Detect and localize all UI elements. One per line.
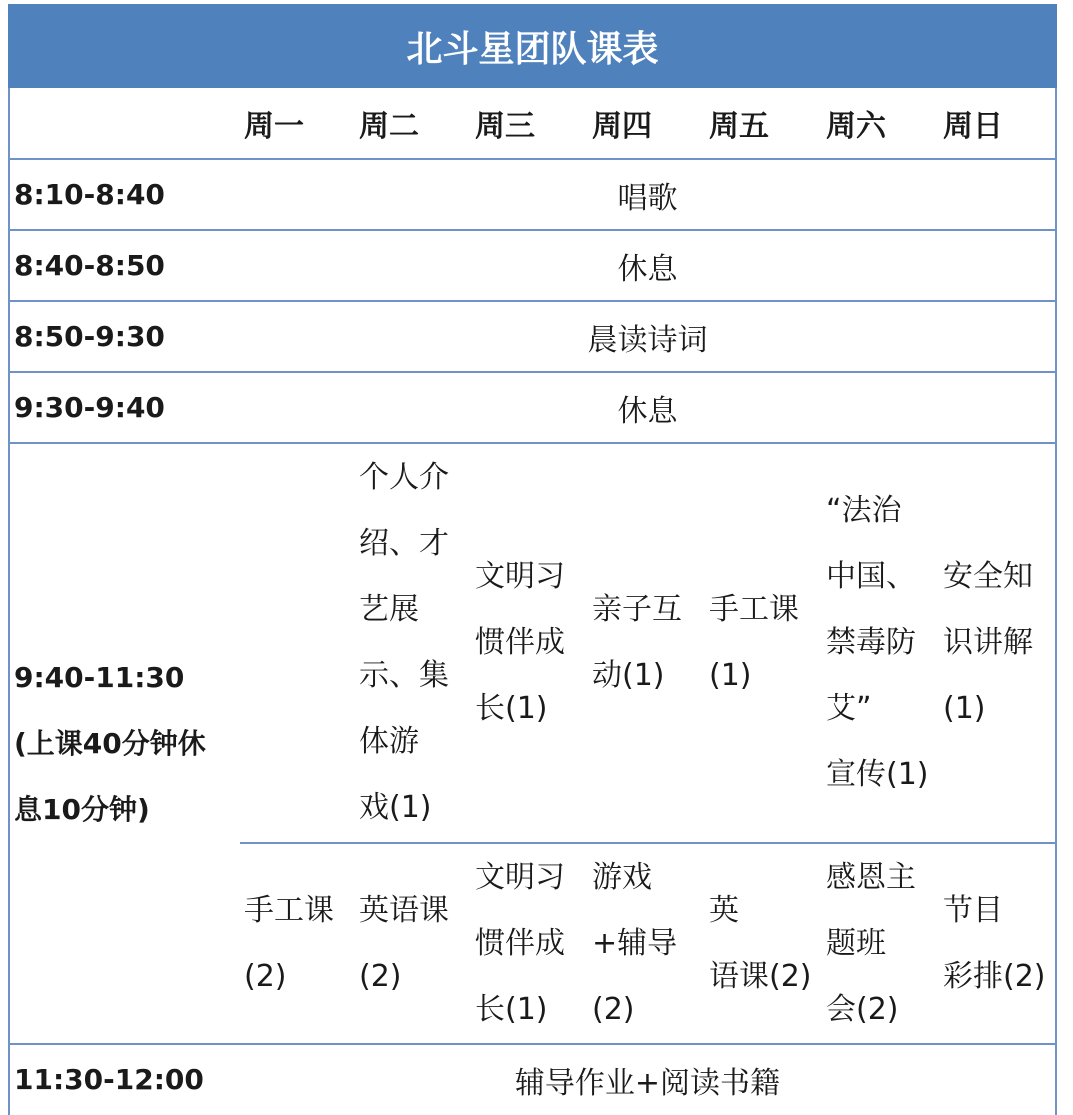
time-slot: 8:50-9:30 [9, 301, 240, 372]
course-cell: 亲子互 动(1) [592, 592, 682, 693]
schedule-title: 北斗星团队课表 [9, 4, 1056, 88]
day-thu: 周四 [588, 88, 705, 159]
course-cell: 文明习 惯伴成 长(1) [471, 843, 588, 1044]
course-cell: 感恩主 题班 会(2) [822, 843, 939, 1044]
course-cell: 手工课 (2) [240, 843, 355, 1044]
activity: 唱歌 [240, 159, 1056, 230]
corner-cell [9, 88, 240, 159]
course-cell: 节目 彩排(2) [939, 843, 1056, 1044]
time-slot: 8:40-8:50 [9, 230, 240, 301]
course-cell: 游戏 +辅导 (2) [588, 843, 705, 1044]
activity: 辅导作业+阅读书籍 [240, 1044, 1056, 1115]
course-cell: 文明习 惯伴成 长(1) [475, 559, 565, 726]
table-row [9, 301, 1056, 372]
activity: 休息 [240, 230, 1056, 301]
time-slot: 9:30-9:40 [9, 372, 240, 443]
table-row [9, 372, 1056, 443]
day-fri: 周五 [705, 88, 822, 159]
table-row [9, 230, 1056, 301]
day-header-row [9, 88, 1056, 159]
activity: 晨读诗词 [240, 301, 1056, 372]
activity: 休息 [240, 372, 1056, 443]
table-row [9, 1044, 1056, 1115]
session-time: 9:40-11:30 (上课40分钟休 息10分钟) [14, 660, 206, 826]
day-tue: 周二 [355, 88, 471, 159]
day-mon: 周一 [240, 88, 355, 159]
day-sat: 周六 [822, 88, 939, 159]
course-cell: 手工课 (1) [709, 592, 799, 693]
time-slot-session [9, 443, 240, 1044]
day-wed: 周三 [471, 88, 588, 159]
time-slot: 11:30-12:00 [9, 1044, 240, 1115]
course-cell: 个人介 绍、才 艺展 示、集 体游 戏(1) [359, 460, 449, 825]
course-cell: 英语课 (2) [355, 843, 471, 1044]
course-cell: “法治 中国、 禁毒防 艾” 宣传(1) [826, 493, 929, 792]
table-row [9, 443, 1056, 843]
schedule-table [8, 4, 1057, 1115]
time-slot: 8:10-8:40 [9, 159, 240, 230]
course-cell [240, 443, 355, 843]
course-cell: 英 语课(2) [705, 843, 822, 1044]
day-sun: 周日 [939, 88, 1056, 159]
table-row [9, 159, 1056, 230]
course-cell: 安全知 识讲解 (1) [939, 443, 1056, 843]
